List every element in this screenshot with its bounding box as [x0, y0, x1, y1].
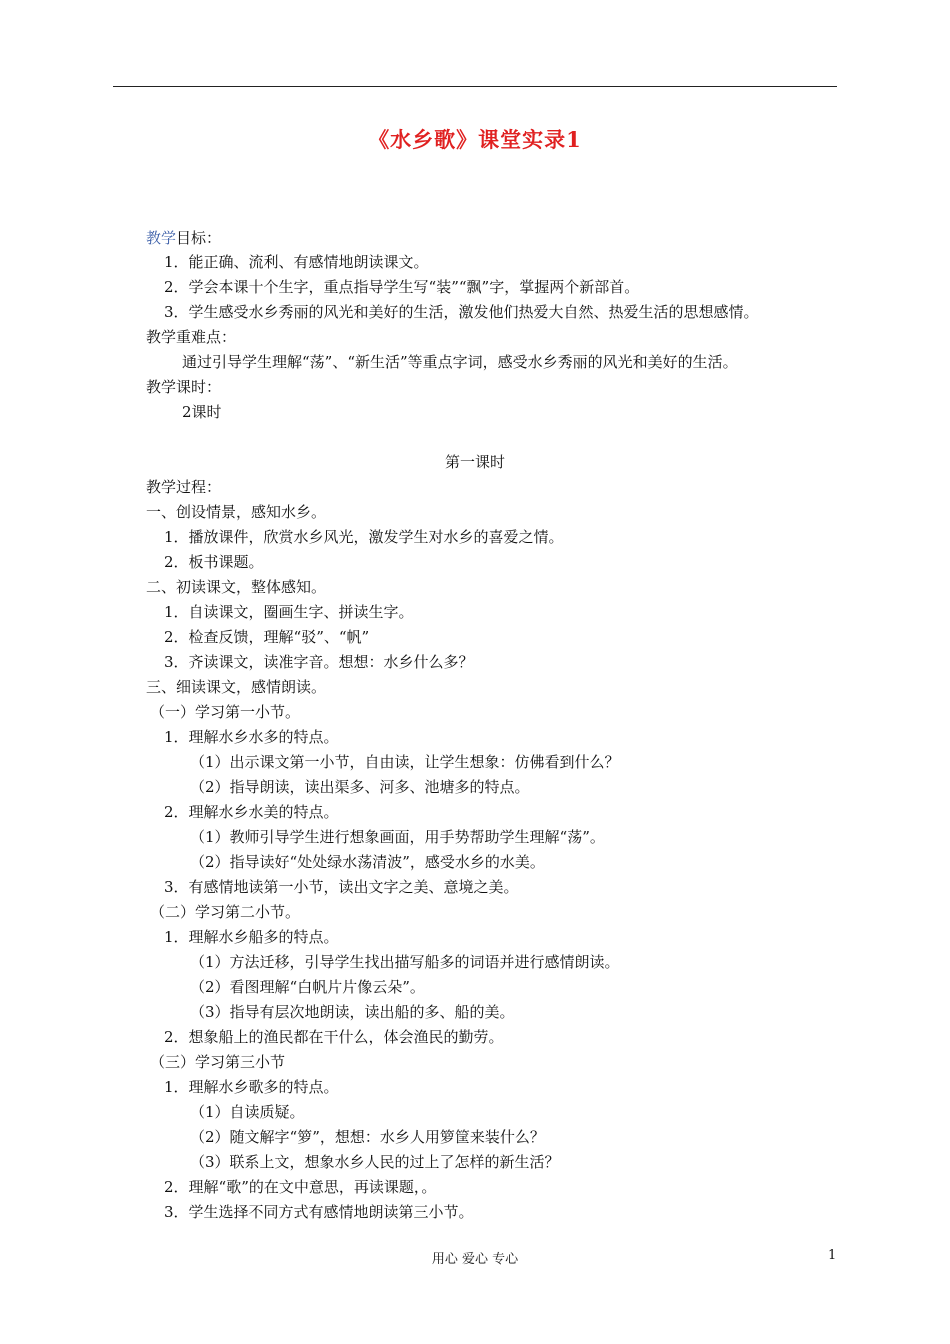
- list-item: 2．板书课题。: [164, 553, 264, 571]
- goal-item: 2．学会本课十个生字，重点指导学生写“装”“飘”字，掌握两个新部首。: [164, 278, 640, 296]
- sub-item: （2）看图理解“白帆片片像云朵”。: [190, 978, 425, 996]
- list-item: 3．齐读课文，读准字音。想想：水乡什么多？: [164, 653, 474, 671]
- list-item: 1．理解水乡歌多的特点。: [164, 1078, 339, 1096]
- hours-value: 2课时: [182, 403, 222, 421]
- list-item: 2．理解水乡水美的特点。: [164, 803, 339, 821]
- list-item: 1．自读课文，圈画生字、拼读生字。: [164, 603, 414, 621]
- goals-label: [146, 228, 221, 248]
- goals-label-suffix: 目标：: [176, 229, 222, 247]
- sub-item: （2）随文解字“箩”，想想：水乡人用箩筐来装什么？: [190, 1128, 545, 1146]
- sub-item: （1）出示课文第一小节，自由读，让学生想象：仿佛看到什么？: [190, 753, 620, 771]
- sub-item: （1）方法迁移，引导学生找出描写船多的词语并进行感情朗读。: [190, 953, 620, 971]
- page-footer: 用心 爱心 专心: [431, 1252, 519, 1267]
- header-rule: [113, 86, 837, 87]
- goal-item: 1．能正确、流利、有感情地朗读课文。: [164, 253, 429, 271]
- sub-item: （1）教师引导学生进行想象画面，用手势帮助学生理解“荡”。: [190, 828, 605, 846]
- page-number: 1: [828, 1248, 837, 1263]
- list-item: 3．学生选择不同方式有感情地朗读第三小节。: [164, 1203, 474, 1221]
- list-item: 3．有感情地读第一小节，读出文字之美、意境之美。: [164, 878, 519, 896]
- list-item: 1．理解水乡船多的特点。: [164, 928, 339, 946]
- list-item: 1．理解水乡水多的特点。: [164, 728, 339, 746]
- difficulty-text: 通过引导学生理解“荡”、“新生活”等重点字词，感受水乡秀丽的风光和美好的生活。: [182, 353, 738, 371]
- sub-item: （2）指导读好“处处绿水荡清波”，感受水乡的水美。: [190, 853, 545, 871]
- part-heading: （三）学习第三小节: [150, 1053, 286, 1071]
- list-item: 2．想象船上的渔民都在干什么，体会渔民的勤劳。: [164, 1028, 504, 1046]
- goals-label-prefix: 教学: [146, 229, 177, 247]
- sub-item: （1）自读质疑。: [190, 1103, 305, 1121]
- list-item: 2．理解“歌”的在文中意思，再读课题，。: [164, 1178, 437, 1196]
- section-heading: 一、创设情景，感知水乡。: [146, 503, 327, 521]
- hours-label: 教学课时：: [146, 378, 222, 396]
- part-heading: （二）学习第二小节。: [150, 903, 301, 921]
- list-item: 2．检查反馈，理解“驳”、“帆”: [164, 628, 370, 646]
- section-heading: 三、细读课文，感情朗读。: [146, 678, 327, 696]
- sub-item: （3）指导有层次地朗读，读出船的多、船的美。: [190, 1003, 515, 1021]
- section-heading: 二、初读课文，整体感知。: [146, 578, 327, 596]
- process-label: 教学过程：: [146, 478, 222, 496]
- difficulty-label: 教学重难点：: [146, 328, 237, 346]
- list-item: 1．播放课件，欣赏水乡风光，激发学生对水乡的喜爱之情。: [164, 528, 564, 546]
- sub-item: （2）指导朗读，读出渠多、河多、池塘多的特点。: [190, 778, 530, 796]
- session-title: 第一课时: [444, 453, 505, 471]
- sub-item: （3）联系上文，想象水乡人民的过上了怎样的新生活？: [190, 1153, 560, 1171]
- document-title: 《水乡歌》课堂实录1: [368, 127, 582, 152]
- part-heading: （一）学习第一小节。: [150, 703, 301, 721]
- goal-item: 3．学生感受水乡秀丽的风光和美好的生活，激发他们热爱大自然、热爱生活的思想感情。: [164, 303, 759, 321]
